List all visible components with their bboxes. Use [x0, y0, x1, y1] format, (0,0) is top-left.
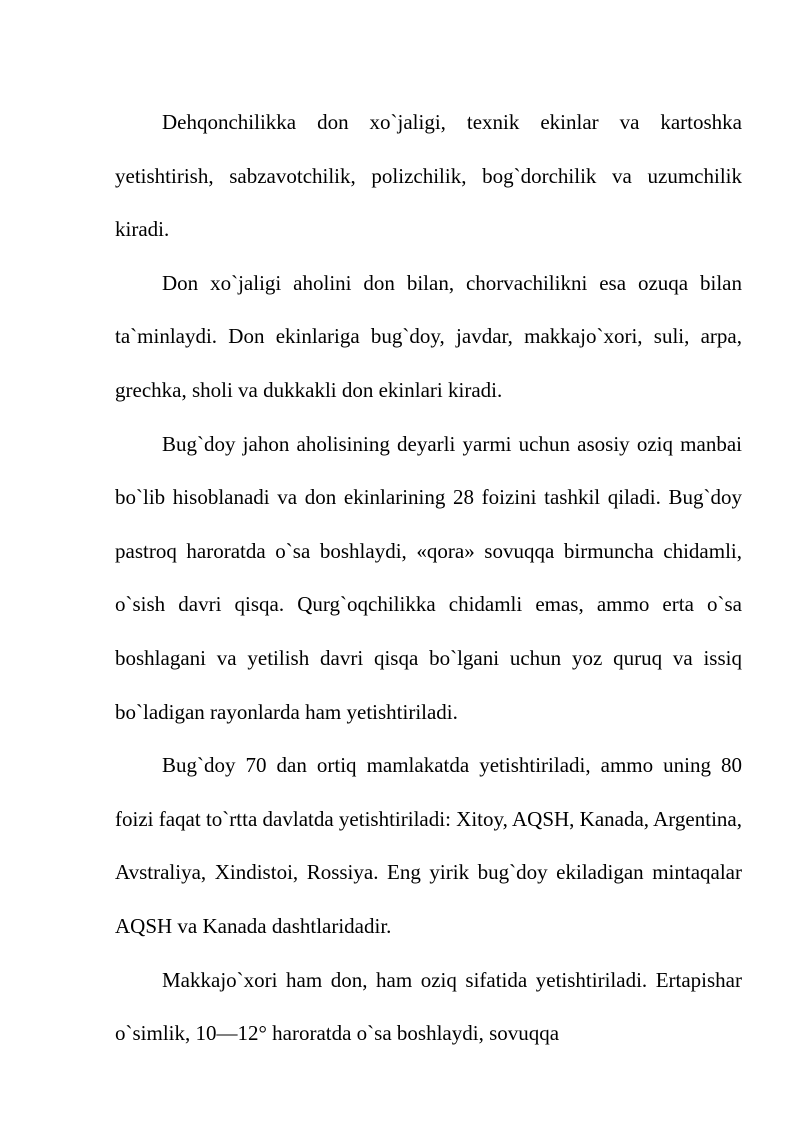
paragraph-don-xojaligi: Don xo`jaligi aholini don bilan, chorvachilikni esa ozuqa bilan ta`minlaydi. Don ekinlariga bug`doy, javdar, makkajo`xori, suli, arpa, grechka, sholi va dukkakli don ekinlari kiradi. [115, 270, 742, 402]
paragraph-bugdoy-asosiy: Bug`doy jahon aholisining deyarli yarmi uchun asosiy oziq manbai bo`lib hisoblanadi va don ekinlarining 28 foizini tashkil qiladi. Bug`doy pastroq haroratda o`sa boshlaydi, «qora» sovuqqa birmuncha chidamli, o`sish davri qisqa. Qurg`oqchilikka chidamli emas, ammo erta o`sa boshlagani va yetilish davri qisqa bo`lgani uchun yoz quruq va issiq bo`ladigan rayonlarda ham yetishtiriladi. [115, 431, 742, 724]
document-page [115, 96, 742, 1061]
paragraph-bugdoy-mamlakatlar: Bug`doy 70 dan ortiq mamlakatda yetishtiriladi, ammo uning 80 foizi faqat to`rtta davlatda yetishtiriladi: Xitoy, AQSH, Kanada, Argentina, Avstraliya, Xindistoi, Rossiya. Eng yirik bug`doy ekiladigan mintaqalar AQSH va Kanada dashtlaridadir. [115, 753, 742, 938]
paragraph-dehqonchilik: Dehqonchilikka don xo`jaligi, texnik ekinlar va kartoshka yetishtirish, sabzavotchilik, polizchilik, bog`dorchilik va uzumchilik kiradi. [115, 110, 742, 242]
paragraph-makkajoxori: Makkajo`xori ham don, ham oziq sifatida yetishtiriladi. Ertapishar o`simlik, 10—12° haroratda o`sa boshlaydi, sovuqqa [115, 967, 742, 1046]
